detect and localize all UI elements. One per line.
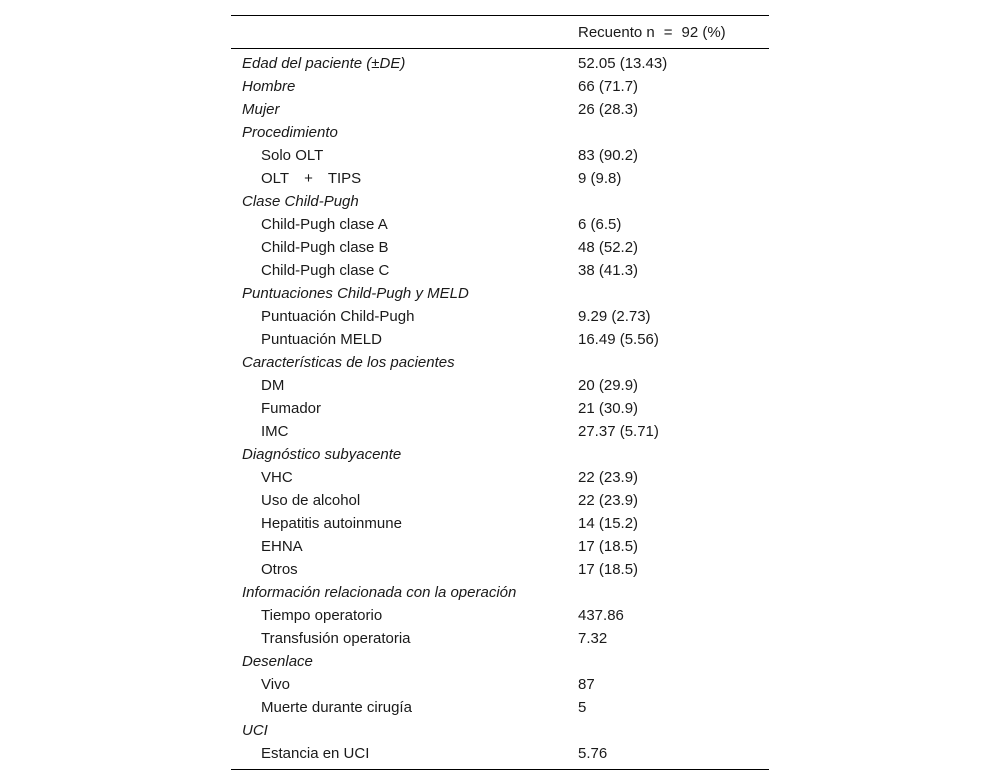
row-value: 21 (30.9) [578, 400, 639, 417]
row-value: 52.05 (13.43) [578, 55, 668, 72]
table-row [231, 213, 769, 236]
table-row [231, 236, 769, 259]
category-label: Clase Child-Pugh [242, 193, 359, 210]
table-row [231, 190, 769, 213]
row-value: 26 (28.3) [578, 101, 639, 118]
table-row [231, 282, 769, 305]
row-value: 38 (41.3) [578, 262, 639, 279]
table-row [231, 167, 769, 190]
header-label-cell [231, 16, 567, 49]
row-value [567, 581, 769, 604]
table-header [231, 16, 769, 49]
row-value: 5.76 [578, 745, 608, 762]
row-label: Transfusión operatoria [261, 630, 411, 647]
row-value [567, 190, 769, 213]
row-value: 22 (23.9) [578, 469, 639, 486]
table-row [231, 650, 769, 673]
row-value: 7.32 [578, 630, 608, 647]
category-label: UCI [242, 722, 268, 739]
category-label: Procedimiento [242, 124, 338, 141]
row-value: 17 (18.5) [578, 561, 639, 578]
table-row [231, 49, 769, 76]
row-value: 9.29 (2.73) [578, 308, 651, 325]
table-row [231, 121, 769, 144]
category-label: Características de los pacientes [242, 354, 455, 371]
row-label: Child-Pugh clase A [261, 216, 388, 233]
table-row [231, 443, 769, 466]
table-row [231, 259, 769, 282]
table-row [231, 696, 769, 719]
row-label: Vivo [261, 676, 290, 693]
row-value: 20 (29.9) [578, 377, 639, 394]
table-row [231, 328, 769, 351]
row-value: 16.49 (5.56) [578, 331, 659, 348]
row-value: 9 (9.8) [578, 170, 622, 187]
row-label: OLT + TIPS [261, 170, 362, 187]
row-value: 83 (90.2) [578, 147, 639, 164]
row-label: Estancia en UCI [261, 745, 370, 762]
row-value: 17 (18.5) [578, 538, 639, 555]
table-row [231, 466, 769, 489]
table-row [231, 673, 769, 696]
category-label: Desenlace [242, 653, 313, 670]
header-count-cell: Recuento n = 92 (%) [578, 23, 726, 41]
table-row [231, 144, 769, 167]
row-value: 87 [578, 676, 595, 693]
row-label: IMC [261, 423, 289, 440]
table-row [231, 535, 769, 558]
row-value: 27.37 (5.71) [578, 423, 659, 440]
table-row [231, 489, 769, 512]
table-row [231, 98, 769, 121]
row-value [567, 719, 769, 742]
row-value: 48 (52.2) [578, 239, 639, 256]
table-row [231, 558, 769, 581]
table-row [231, 512, 769, 535]
table-row [231, 420, 769, 443]
row-label: DM [261, 377, 285, 394]
row-value [567, 351, 769, 374]
table-row [231, 604, 769, 627]
table-row [231, 305, 769, 328]
row-value: 22 (23.9) [578, 492, 639, 509]
table-row [231, 719, 769, 742]
row-value: 14 (15.2) [578, 515, 639, 532]
category-label: Hombre [242, 78, 296, 95]
row-label: Uso de alcohol [261, 492, 361, 509]
patient-characteristics-table-wrapper [231, 15, 769, 770]
row-value: 5 [578, 699, 587, 716]
row-value: 66 (71.7) [578, 78, 639, 95]
header-row [231, 16, 769, 49]
table-body [231, 49, 769, 770]
table-row [231, 374, 769, 397]
table-row [231, 581, 769, 604]
row-label: Hepatitis autoinmune [261, 515, 402, 532]
row-label: Fumador [261, 400, 322, 417]
row-label: Tiempo operatorio [261, 607, 383, 624]
category-label: Diagnóstico subyacente [242, 446, 402, 463]
category-label: Información relacionada con la operación [242, 584, 517, 601]
row-label: Puntuación MELD [261, 331, 382, 348]
row-value [567, 121, 769, 144]
row-label: Otros [261, 561, 298, 578]
table-row [231, 742, 769, 770]
category-label: Mujer [242, 101, 280, 118]
table-row [231, 351, 769, 374]
table-row [231, 627, 769, 650]
table-row [231, 75, 769, 98]
category-label: Edad del paciente (±DE) [242, 55, 406, 72]
category-label: Puntuaciones Child-Pugh y MELD [242, 285, 469, 302]
row-value: 437.86 [578, 607, 624, 624]
row-label: Puntuación Child-Pugh [261, 308, 415, 325]
row-label: VHC [261, 469, 293, 486]
row-value: 6 (6.5) [578, 216, 622, 233]
row-label: EHNA [261, 538, 303, 555]
patient-characteristics-table [231, 15, 769, 770]
row-label: Solo OLT [261, 147, 324, 164]
row-value [567, 650, 769, 673]
row-value [567, 282, 769, 305]
row-label: Child-Pugh clase C [261, 262, 390, 279]
row-label: Child-Pugh clase B [261, 239, 389, 256]
row-value [567, 443, 769, 466]
row-label: Muerte durante cirugía [261, 699, 412, 716]
table-row [231, 397, 769, 420]
